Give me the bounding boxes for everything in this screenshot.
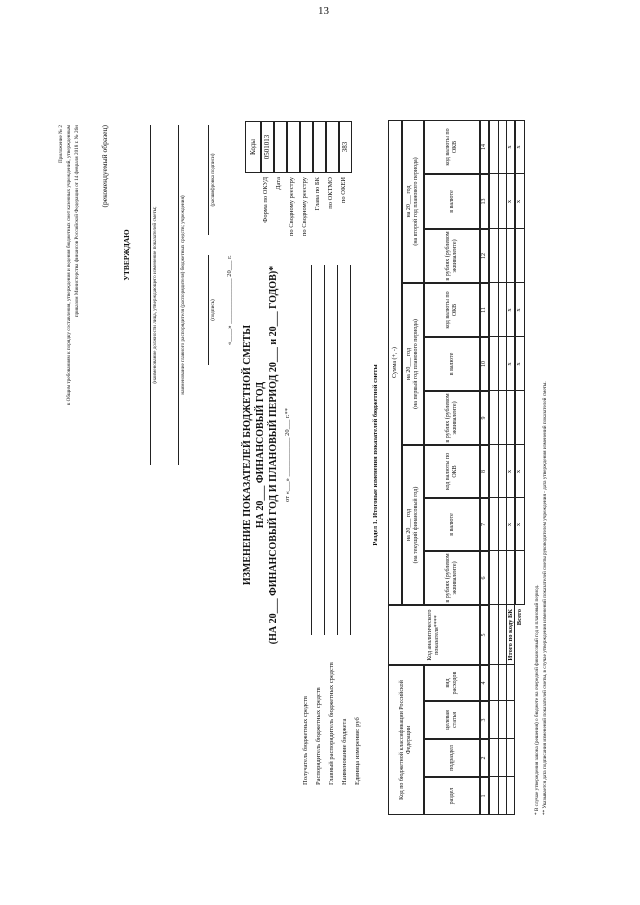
label-budget-name: Наименование бюджета xyxy=(341,718,348,785)
sub-okv-2: код валюты по ОКВ xyxy=(424,283,480,337)
page-number: 13 xyxy=(318,5,329,17)
x-vsego-10: x xyxy=(515,362,522,366)
sign-caption: (подпись) xyxy=(210,299,216,321)
approve-caption-2: наименование главного распорядителя (распорядителя) бюджетных средств; учреждения) xyxy=(180,195,186,395)
label-manager: Распорядитель бюджетных средств xyxy=(315,687,322,785)
colnum-3: 3 xyxy=(480,701,489,739)
sub-rub-1: в рублях (рублевом эквиваленте) xyxy=(424,551,480,605)
x-itogo-8: x xyxy=(506,469,513,474)
year-current-label: на 20___ год xyxy=(406,508,412,542)
title-line1: ИЗМЕНЕНИЕ ПОКАЗАТЕЛЕЙ БЮДЖЕТНОЙ СМЕТЫ xyxy=(242,324,253,586)
manager-line xyxy=(324,265,325,635)
colnum-9: 9 xyxy=(480,391,489,445)
sum-header: Сумма (+, -) xyxy=(388,120,402,605)
budget-name-line xyxy=(350,265,351,635)
label-glava: Глава по БК xyxy=(314,177,321,211)
kbk-col-section: раздел xyxy=(424,777,480,815)
x-itogo-11: x xyxy=(506,308,513,312)
year-header-current xyxy=(402,445,424,605)
year-plan1-period: (на первый год планового периода) xyxy=(413,319,419,409)
sub-okv-1: код валюты по ОКВ xyxy=(424,445,480,498)
label-date: Дата xyxy=(275,177,282,190)
label-registry-2: по Сводному реестру xyxy=(301,177,308,237)
kbk-col-target: целевая статья xyxy=(424,701,480,739)
colnum-4: 4 xyxy=(480,665,489,701)
year-plan2-period: (на второй год планового периода) xyxy=(413,157,419,246)
colnum-2: 2 xyxy=(480,739,489,777)
recommended-sample: (рекомендуемый образец) xyxy=(100,125,109,208)
approve-line-2 xyxy=(178,125,179,465)
vgrid-6 xyxy=(489,604,515,605)
label-okud: Форма по ОКУД xyxy=(262,177,269,223)
approve-title: УТВЕРЖДАЮ xyxy=(122,229,131,281)
x-vsego-8: x xyxy=(515,469,522,474)
code-registry-1 xyxy=(287,121,300,173)
title-line3: (НА 20___ ФИНАНСОВЫЙ ГОД И ПЛАНОВЫЙ ПЕРИОД 20___ и 20___ ГОДОВ)* xyxy=(268,265,279,645)
colnum-11: 11 xyxy=(480,283,489,337)
label-unit: Единица измерения: руб xyxy=(354,717,361,785)
colnum-14: 14 xyxy=(480,120,489,174)
code-okud: 0501013 xyxy=(261,121,274,173)
x-itogo-10: x xyxy=(506,362,513,366)
x-vsego-13: x xyxy=(515,199,522,204)
chief-manager-line xyxy=(337,265,338,635)
sub-rub-2: в рублях (рублевом эквиваленте) xyxy=(424,391,480,445)
code-oktmo xyxy=(326,121,339,173)
year-header-plan2 xyxy=(402,120,424,283)
analytic-code-header: Код аналитического показателя**** xyxy=(388,605,480,665)
code-registry-2 xyxy=(300,121,313,173)
x-itogo-7: x xyxy=(506,522,513,527)
label-oktmo: по ОКТМО xyxy=(327,177,334,209)
kbk-col-subsection: подраздел xyxy=(424,739,480,777)
codes-header: Коды xyxy=(245,121,261,173)
year-header-plan1 xyxy=(402,283,424,445)
title-date: от «___» ____________ 20___ г.** xyxy=(284,407,291,503)
colnum-6: 6 xyxy=(480,551,489,605)
sub-currency-3: в валюте xyxy=(424,174,480,229)
year-plan1-label: на 20___ год xyxy=(406,347,412,381)
x-itogo-13: x xyxy=(506,199,513,204)
approve-date: «____» ______________ 20___ г. xyxy=(226,255,233,345)
label-registry-1: по Сводному реестру xyxy=(288,177,295,237)
itogo-bk-label: Итого по коду БК xyxy=(507,609,514,661)
year-plan2-label: на 20___ год xyxy=(406,185,412,218)
x-vsego-7: x xyxy=(515,522,522,527)
colnum-8: 8 xyxy=(480,445,489,498)
sub-okv-3: код валюты по ОКВ xyxy=(424,120,480,174)
colnum-13: 13 xyxy=(480,174,489,229)
code-date xyxy=(274,121,287,173)
appendix-line3: приказом Министерства финансов Российской Федерации от 14 февраля 2018 г. № 26н xyxy=(74,125,80,318)
sign-line xyxy=(208,255,209,365)
year-current-period: (на текущий финансовый год) xyxy=(413,486,419,564)
vgrid-2 xyxy=(489,776,515,777)
sub-currency-2: в валюте xyxy=(424,337,480,391)
label-recipient: Получатель бюджетных средств xyxy=(302,696,309,785)
x-vsego-14: x xyxy=(515,145,522,149)
appendix-line1: Приложение № 2 xyxy=(58,125,64,163)
sub-currency-1: в валюте xyxy=(424,498,480,551)
data-row-sep-1 xyxy=(498,120,499,815)
decode-line xyxy=(208,125,209,235)
colnum-12: 12 xyxy=(480,229,489,283)
label-chief-manager: Главный распорядитель бюджетных средств xyxy=(328,662,335,785)
title-line2: НА 20___ ФИНАНСОВЫЙ ГОД xyxy=(255,381,266,529)
label-okei: по ОКЕИ xyxy=(340,177,347,204)
footnote-2: ** Указывается дата подписания изменений показателей сметы, в случае утверждения изменений показателей сметы руководителем учреждения - дата утверждения изменений показателей сметы. xyxy=(542,381,548,815)
vsego-label: Всего xyxy=(516,609,523,626)
sub-rub-3: в рублях (рублевом эквиваленте) xyxy=(424,229,480,283)
colnum-5: 5 xyxy=(480,605,489,665)
x-itogo-14: x xyxy=(506,145,513,149)
colnum-7: 7 xyxy=(480,498,489,551)
footnote-1: * В случае утверждения закона (решения) о бюджете на очередной финансовый год и плановый период. xyxy=(534,584,540,815)
approve-caption-1: (наименование должности лица, утверждающего изменение показателей сметы; xyxy=(152,206,158,384)
colnum-10: 10 xyxy=(480,337,489,391)
decode-caption: (расшифровка подписи) xyxy=(210,153,216,207)
code-okei: 383 xyxy=(339,121,352,173)
x-vsego-11: x xyxy=(515,308,522,312)
kbk-group-header: Код по бюджетной классификации Российской Федерации xyxy=(388,665,424,815)
section1-title: Раздел 1. Итоговые изменения показателей бюджетной сметы xyxy=(372,364,379,546)
colnum-1: 1 xyxy=(480,777,489,815)
kbk-col-expense-type: вид расходов xyxy=(424,665,480,701)
code-glava xyxy=(313,121,326,173)
appendix-line2: к Общим требованиям к порядку составления, утверждения и ведения бюджетных смет казенных учреждений, утвержденным xyxy=(66,125,72,406)
recipient-line xyxy=(311,265,312,635)
approve-line-1 xyxy=(150,125,151,465)
